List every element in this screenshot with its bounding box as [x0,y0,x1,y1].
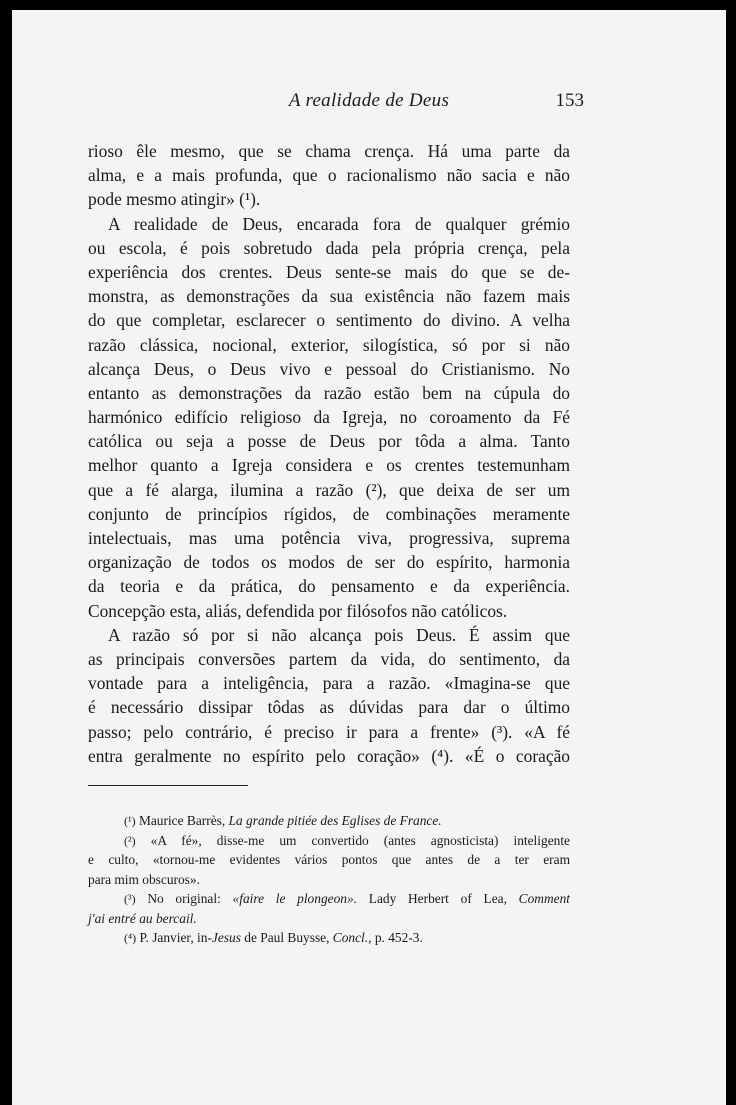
footnote-title: Jesus [211,930,241,945]
footnote-quote: «faire le plongeon». [232,891,358,906]
footnote-4 [88,928,570,948]
footnote-text: Maurice Barrès, [138,813,229,828]
footnote-title: La grande pitiée des Eglises de France. [228,813,442,828]
footnote-title: j'ai entré au bercail. [88,910,197,926]
body-line: alma, e a mais profunda, que o racionalismo não sacia e não [88,165,570,186]
body-line: harmónico edifício religioso da Igreja, no coroamento da Fé [88,407,570,428]
body-line: que a fé alarga, ilumina a razão (²), que deixa de ser um [88,479,570,500]
footnote-text: P. Janvier, in- [139,930,212,945]
footnote-3 [88,889,570,909]
body-line: católica ou seja a posse de Deus por tôda a alma. Tanto [88,431,570,452]
footnote-text: Lady Herbert of Lea, [357,891,519,906]
body-line: A realidade de Deus, encarada fora de qualquer grémio [108,213,570,234]
footnote-mark: (¹) [124,814,136,828]
body-text [88,139,570,768]
body-line: passo; pelo contrário, é preciso ir para a frente» (³). «A fé [88,721,570,742]
footnote-rule [88,785,248,786]
body-line: é necessário dissipar tôdas as dúvidas para dar o último [88,697,570,718]
body-line: ou escola, é pois sobretudo dada pela própria crença, pela [88,237,570,258]
book-page [12,10,726,1105]
body-line: pode mesmo atingir» (¹). [88,189,261,210]
footnote-text: , p. 452-3. [368,930,423,945]
footnote-2-cont: para mim obscuros». [88,871,200,887]
body-line: A razão só por si não alcança pois Deus. É assim que [108,624,570,645]
body-line: do que completar, esclarecer o sentimento do divino. A velha [88,310,570,331]
footnote-title: Concl. [332,930,369,945]
body-line: rioso êle mesmo, que se chama crença. Há uma parte da [88,141,570,161]
body-line: razão clássica, nocional, exterior, silogística, só por si não [88,334,570,355]
footnote-text: de Paul Buysse, [240,930,333,945]
body-line: organização de todos os modos de ser do espírito, harmonia [88,552,570,573]
footnote-2-cont: e culto, «tornou-me evidentes vários pontos que antes de a ter eram [88,852,570,867]
footnote-title: Comment [518,891,570,906]
footnote-mark: (²) [124,833,136,848]
body-line: entanto as demonstrações da razão estão bem na cúpula do [88,382,570,403]
body-line: vontade para a inteligência, para a razão. «Imagina-se que [88,673,570,694]
footnote-text: No original: [147,891,233,906]
footnote-text: «A fé», disse-me um convertido (antes agnosticista) inteligente [150,832,570,848]
body-line: da teoria e da prática, do pensamento e da experiência. [88,576,570,597]
body-line: conjunto de princípios rígidos, de combinações meramente [88,503,570,524]
body-line: entra geralmente no espírito pelo coração» (⁴). «É o coração [88,745,570,766]
body-line: as principais conversões partem da vida, do sentimento, da [88,648,570,669]
page-header [12,90,726,120]
body-line: experiência dos crentes. Deus sente-se mais do que se de- [88,261,570,282]
body-line: intelectuais, mas uma potência viva, progressiva, suprema [88,528,570,548]
body-line: Concepção esta, aliás, defendida por filósofos não católicos. [88,600,508,621]
footnote-mark: (⁴) [124,931,137,945]
body-line: alcança Deus, o Deus vivo e pessoal do Cristianismo. No [88,358,570,379]
body-line: monstra, as demonstrações da sua existência não fazem mais [88,286,570,307]
running-title: A realidade de Deus [288,90,450,111]
footnote-mark: (³) [124,892,136,906]
footnote-3-cont [88,909,570,929]
footnotes [88,811,570,948]
footnote-1 [88,811,570,831]
footnote-2 [88,831,570,851]
page-number: 153 [555,90,584,111]
body-line: melhor quanto a Igreja considera e os crentes testemunham [88,455,570,476]
